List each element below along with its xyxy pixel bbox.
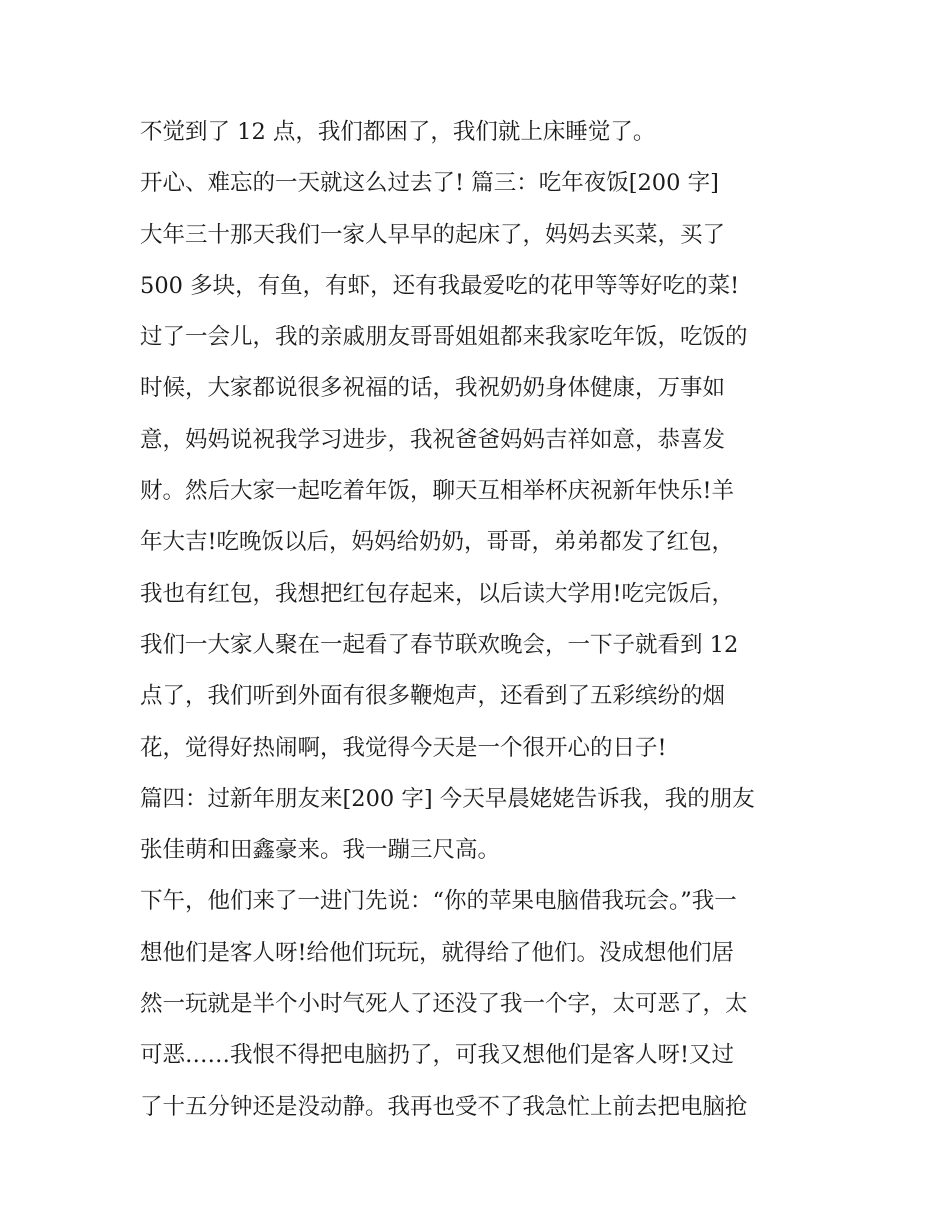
text-line: 可恶……我恨不得把电脑扔了，可我又想他们是客人呀!又过 <box>140 1042 735 1069</box>
text-line: 时候，大家都说很多祝福的话，我祝奶奶身体健康，万事如 <box>140 375 726 402</box>
text-line: 篇四：过新年朋友来[200 字] 今天早晨姥姥告诉我，我的朋友 <box>140 785 755 812</box>
document-text-body <box>140 107 820 1133</box>
text-line: 财。然后大家一起吃着年饭，聊天互相举杯庆祝新年快乐!羊 <box>140 478 735 505</box>
text-line: 然一玩就是半个小时气死人了还没了我一个字，太可恶了，太 <box>140 991 748 1018</box>
text-line: 我们一大家人聚在一起看了春节联欢晚会，一下子就看到 12 <box>140 631 739 658</box>
text-line: 我也有红包，我想把红包存起来，以后读大学用!吃完饭后， <box>140 580 735 607</box>
text-line: 花，觉得好热闹啊，我觉得今天是一个很开心的日子! <box>140 734 667 761</box>
text-line: 不觉到了 12 点，我们都困了，我们就上床睡觉了。 <box>140 119 656 145</box>
text-line: 500 多块，有鱼，有虾，还有我最爱吃的花甲等等好吃的菜! <box>140 272 740 299</box>
text-line: 下午，他们来了一进门先说：“你的苹果电脑借我玩会。”我一 <box>140 888 737 915</box>
text-line: 了十五分钟还是没动静。我再也受不了我急忙上前去把电脑抢 <box>140 1093 748 1120</box>
text-line: 大年三十那天我们一家人早早的起床了，妈妈去买菜，买了 <box>140 221 726 248</box>
text-line: 想他们是客人呀!给他们玩玩，就得给了他们。没成想他们居 <box>140 939 735 966</box>
text-line: 开心、难忘的一天就这么过去了! 篇三：吃年夜饭[200 字] <box>140 170 719 197</box>
text-line: 过了一会儿，我的亲戚朋友哥哥姐姐都来我家吃年饭，吃饭的 <box>140 324 748 351</box>
text-line: 张佳萌和田鑫豪来。我一蹦三尺高。 <box>140 837 501 864</box>
text-line: 点了，我们听到外面有很多鞭炮声，还看到了五彩缤纷的烟 <box>140 683 726 710</box>
text-line: 意，妈妈说祝我学习进步，我祝爸爸妈妈吉祥如意，恭喜发 <box>140 426 726 453</box>
text-line: 年大吉!吃晚饭以后，妈妈给奶奶，哥哥，弟弟都发了红包， <box>140 529 735 556</box>
